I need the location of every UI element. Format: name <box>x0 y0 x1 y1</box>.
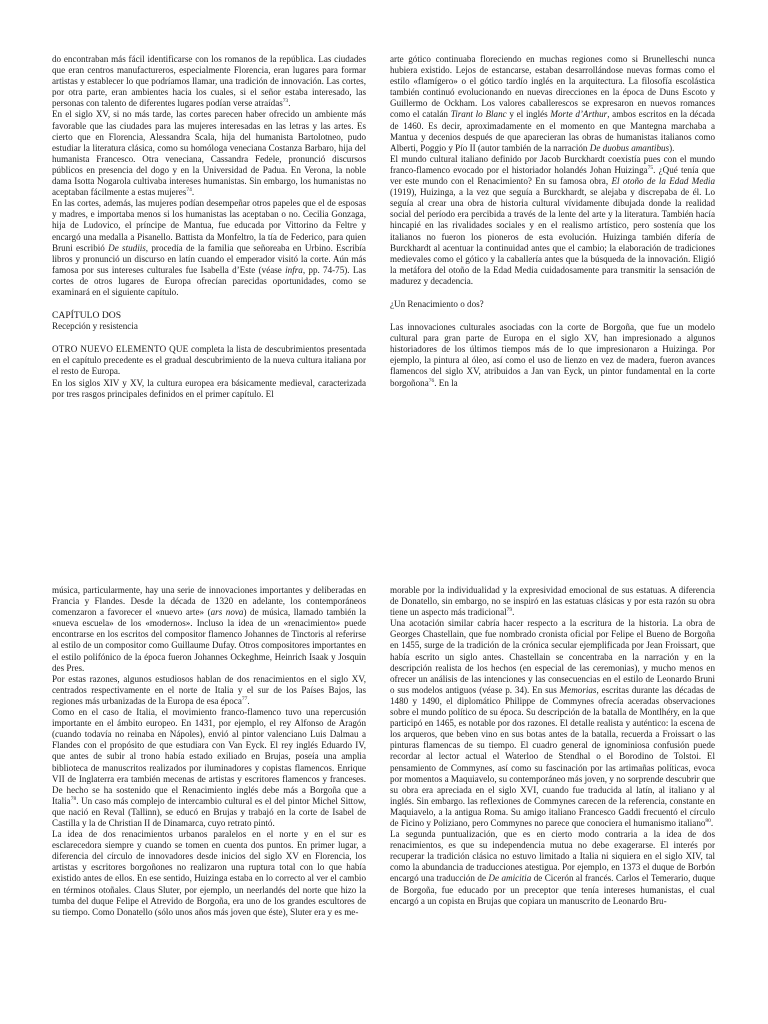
footnote-ref: 78 <box>70 795 77 802</box>
paragraph: La idea de dos renacimientos urbanos paralelos en el norte y en el sur es esclarecedora siempre y cuando se tomen en cuenta dos puntos. En primer lugar, a diferencia del círculo de innovadores desde inicios del siglo XV en Florencia, los artistas y escritores borgoñones no realizaron una ruptura total con lo que había existido antes de ellos. En ese sentido, Huizinga estaba en lo correcto al ver el cambio en términos otoñales. Claus Sluter, por ejemplo, un neerlandés del norte que hizo la tumba del duque Felipe el Atrevido de Borgoña, era uno de los grandes escultores de su tiempo. Como Donatello (sólo unos años más joven que éste), Sluter era y es me- <box>52 829 366 917</box>
footnote-ref: 76 <box>428 377 435 384</box>
footnote-ref: 74 <box>186 187 192 194</box>
paragraph: Como en el caso de Italia, el movimiento franco-flamenco tuvo una repercusión importante en el ámbito europeo. En 1431, por ejemplo, el rey Alfonso de Aragón (cuando todavía no reinaba en Nápoles), envió al pintor valenciano Luis Dalmau a Flandes con el propósito de que estudiara con Van Eyck. El rey inglés Eduardo IV, que antes de subir al trono había estado exiliado en Brujas, poseía una amplia biblioteca de manuscritos realizados por iluminadores y copistas flamencos. Enrique VII de Inglaterra era también mecenas de artistas y escritores flamencos y franceses. De hecho se ha sostenido que el Renacimiento inglés debe más a Borgoña que a Italia$^{78}$. Un caso más complejo de intercambio cultural es el del pintor Michel Sittow, que nació en Reval (Tallinn), se educó en Brujas y trabajó en la corte de Isabel de Castilla y la de Christian II de Dinamarca, cuyo retrato pintó. <box>52 707 366 828</box>
paragraph: música, particularmente, hay una serie de innovaciones importantes y deliberadas en Francia y Flandes. Desde la década de 1320 en adelante, los contemporáneos comenzaron a favorecer el «nuevo arte» (ars nova) de música, llamado también la «nueva escuela» de los «modernos». Incluso la idea de un «renacimiento» puede encontrarse en los escritos del compositor flamenco Johannes de Tinctoris al referirse al estilo de un compositor como Guillaume Dufay. Otros compositores importantes en el estilo polifónico de la época fueron Johannes Ockeghme, Heinrich Isaak y Josquin des Pres. <box>52 585 366 673</box>
paragraph: En las cortes, además, las mujeres podían desempeñar otros papeles que el de esposas y madres, e importaba menos si los humanistas las aceptaban o no. Cecilia Gonzaga, hija de Ludovico, el príncipe de Mantua, fue educada por Vittorino da Feltre y encargó una medalla a Pisanello. Battista da Monfeltro, la tía de Federico, para quien Bruni escribió De studiis, procedía de la familia que señoreaba en Urbino. Escribía libros y pronunció un discurso en latín cuando el emperador visitó la corte. Aún más famosa por sus intereses culturales fue Isabella d’Este (véase infra, pp. 74-75). Las cortes de otros lugares de Europa ofrecían parecidas oportunidades, como se examinará en el siguiente capítulo. <box>52 198 366 297</box>
section-heading: ¿Un Renacimiento o dos? <box>390 298 484 309</box>
paragraph: Una acotación similar cabría hacer respecto a la escritura de la historia. La obra de Georges Chastellain, que fue nombrado cronista oficial por Felipe el Bueno de Borgoña en 1455, surge de la tradición de la crónica secular ejemplificada por Jean Froissart, que había escrito un siglo antes. Chastellain se concentraba en la narración y en la descripción realista de los hechos (en especial de las ceremonias), y mucho menos en ofrecer un análisis de las intenciones y las consecuencias en el estilo de Leonardo Bruni o sus modelos antiguos (véase p. 34). En sus Memorias, escritas durante las décadas de 1480 y 1490, el diplomático Philippe de Commynes ofrecía aceradas observaciones sobre el mundo político de su época. Su descripción de la batalla de Montlhéry, en la que participó en 1465, es notable por dos razones. El detalle realista y auténtico: la escena de los arqueros, que beben vino en sus botas antes de la batalla, recuerda a Froissart o las pinturas flamencas de su tiempo. El cuadro general de ignominiosa confusión puede recordar al lector actual el Waterloo de Stendhal o el Borodino de Tolstoi. El pensamiento de Commynes, así como su fascinación por las artimañas políticas, evoca por momentos a Maquiavelo, su contemporáneo más joven, y no sorprende descubrir que su obra era apreciada en el siglo XVI, cuando fue traducida al latín, al italiano y al inglés. Sin embargo. las reflexiones de Commynes carecen de la referencia, constante en Maquiavelo, a la antigua Roma. Su amigo italiano Francesco Gaddi frecuentó el círculo de Ficino y Poliziano, pero Commynes no parece que conociera el humanismo italiano$^{80}$. <box>390 618 715 828</box>
paragraph: En el siglo XV, si no más tarde, las cortes parecen haber ofrecido un ambiente más favorable que las ciudades para las mujeres interesadas en las letras y las artes. Es cierto que en Florencia, Alessandra Scala, hija del humanista Bartolotneo, pudo estudiar la literatura clásica, como su homóloga veneciana Costanza Barbaro, hija del humanista Francesco. Otra veneciana, Cassandra Fedele, pronunció discursos públicos en presencia del dogo y en la Universidad de Padua. En Verona, la noble dama Isotta Nogarola cultivaba intereses humanistas. Sin embargo, los humanistas no aceptaban fácilmente a estas mujeres$^{74}$. <box>52 109 366 198</box>
paragraph: En los siglos XIV y XV, la cultura europea era básicamente medieval, caracterizada por tres rasgos principales definidos en el primer capítulo. El <box>52 377 366 399</box>
paragraph: arte gótico continuaba floreciendo en muchas regiones como si Brunelleschi nunca hubiera existido. Lejos de estancarse, estaban desarrollándose nuevas formas como el estilo «flamígero» o el gótico tardío inglés en la arquitectura. La filosofía escolástica también continuó evolucionando en nuevas direcciones en la época de Duns Escoto y Guillermo de Ockham. Los valores caballerescos se expresaron en nuevos romances como el catalán Tirant lo Blanc y el inglés Morte d’Arthur, ambos escritos en la década de 1460. Es decir, aproximadamente en el momento en que Mantegna marchaba a Mantua y decenios después de que aparecieran las obras de humanistas italianos como Alberti, Poggio y Pío II (autor también de la narración De duobus amantibus). <box>390 54 715 153</box>
footnote-ref: 77 <box>241 695 248 702</box>
paragraph: Las innovaciones culturales asociadas con la corte de Borgoña, que fue un modelo cultural para gran parte de Europa en el siglo XV, han impresionado a algunos historiadores de los últimos tiempos más de lo que impresionaron a Huizinga. Por ejemplo, la pintura al óleo, así como el uso de lienzo en vez de madera, fueron avances flamencos del siglo XV, atribuidos a Jan van Eyck, un pintor fundamental en la corte borgoñona$^{76}$. En la <box>390 322 715 388</box>
chapter-subtitle: Recepción y resistencia <box>52 321 138 332</box>
footnote-ref: 79 <box>506 607 513 614</box>
footnote-ref: 73 <box>282 98 289 105</box>
paragraph: OTRO NUEVO ELEMENTO QUE completa la lista de descubrimientos presentada en el capítulo precedente es el gradual descubrimiento de la nueva cultura italiana por el resto de Europa. <box>52 344 366 377</box>
footnote-ref: 80 <box>705 817 711 824</box>
bottom-left-column <box>52 585 366 918</box>
footnote-ref: 75 <box>647 164 654 171</box>
paragraph: do encontraban más fácil identificarse con los romanos de la república. Las ciudades que eran centros manufactureros, especialmente Florencia, eran lugares para formar artistas y establecer lo que podríamos llamar, una tradición de innovación. Las cortes, por otra parte, eran ambientes hacia los cuales, si el señor estaba interesado, las personas con talento de diferentes lugares podían verse atraídas$^{73}$. <box>52 54 366 109</box>
paragraph: La segunda puntualización, que es en cierto modo contraria a la idea de dos renacimientos, es que su independencia mutua no debe exagerarse. El interés por recuperar la tradición clásica no estuvo limitado a Italia ni siquiera en el siglo XIV, tal como la abundancia de traducciones atestigua. Por ejemplo, en 1373 el duque de Borbón encargó una traducción de De amicitia de Cicerón al francés. Carlos el Temerario, duque de Borgoña, fue educado por un preceptor que tenía intereses humanistas, el cual encargó a un copista en Brujas que copiara un manuscrito de Leonardo Bru- <box>390 829 716 906</box>
paragraph: Por estas razones, algunos estudiosos hablan de dos renacimientos en el siglo XV, centrados respectivamente en el norte de Italia y el sur de los Países Bajos, las regiones más urbanizadas de la Europa de esa época$^{77}$. <box>52 673 366 706</box>
paragraph: El mundo cultural italiano definido por Jacob Burckhardt coexistía pues con el mundo franco-flamenco evocado por el historiador holandés Johan Huizinga$^{75}$. ¿Qué tenía que ver este mundo con el Renacimiento? En su famosa obra, El otoño de la Edad Media (1919), Huizinga, a la vez que seguía a Burckhardt, se alejaba y discrepaba de él. Lo seguía al crear una obra de historia cultural vívidamente dibujada donde la realidad social del período era percibida a través de la lente del arte y la literatura. También hacía hincapié en las rivalidades sociales y en el realismo artístico, pero sostenía que los italianos no fueron los pioneros de esta evolución. Huizinga también difería de Burckhardt al acentuar la continuidad antes que el cambio; la elaboración de tradiciones medievales como el gótico y la caballería antes que la búsqueda de la innovación. Eligió la metáfora del otoño de la Edad Media cuidadosamente para transmitir la sensación de madurez y decadencia. <box>390 153 715 286</box>
bottom-right-column <box>390 585 715 907</box>
small-caps-lead: OTRO NUEVO ELEMENTO QUE <box>52 344 189 355</box>
top-left-column <box>52 54 366 400</box>
top-right-column <box>390 54 715 389</box>
paragraph: morable por la individualidad y la expresividad emocional de sus estatuas. A diferencia de Donatello, sin embargo, no se inspiró en las estatuas clásicas y por esta razón su obra tiene un aspecto más tradicional$^{79}$. <box>390 585 715 618</box>
chapter-title: CAPÍTULO DOS <box>52 310 122 322</box>
